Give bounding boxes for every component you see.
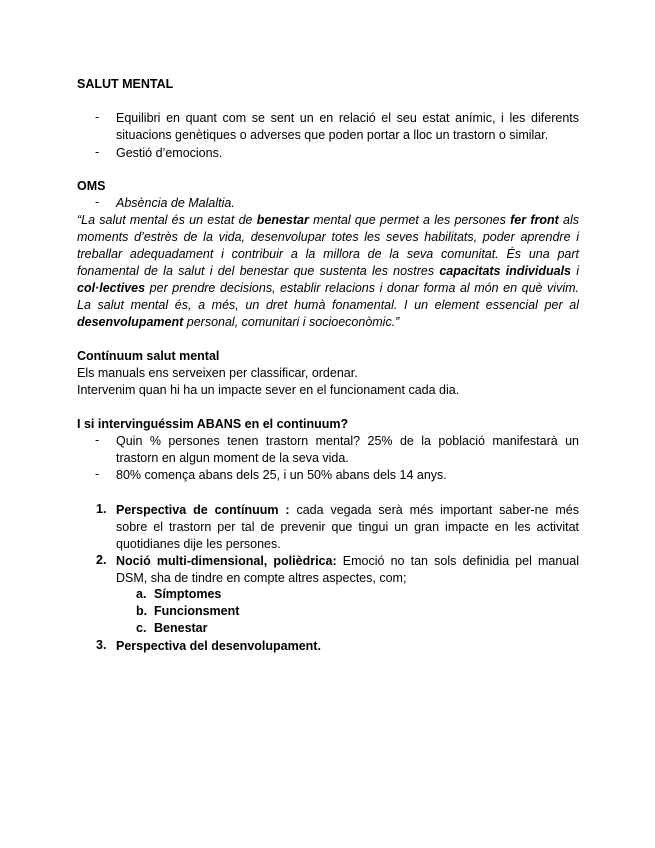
list-item: Gestió d’emocions.: [116, 146, 223, 160]
numbered-item: [116, 638, 579, 655]
heading-intervention: I si intervinguéssim ABANS en el continuum?: [77, 417, 349, 431]
bullet-dash: -: [95, 467, 100, 481]
list-item: 80% comença abans dels 25, i un 50% abans dels 14 anys.: [116, 468, 447, 482]
sublist-item: Símptomes: [154, 587, 222, 601]
quote-text: “La salut mental és un estat de: [77, 213, 257, 227]
sublist-item: Funcionsment: [154, 604, 240, 618]
bullet-dash: -: [95, 433, 100, 447]
quote-text: i: [571, 264, 579, 278]
bullet-dash: -: [95, 145, 100, 159]
numbered-item: [116, 553, 579, 587]
quote-bold: benestar: [256, 213, 309, 227]
list-number: 1.: [96, 502, 107, 516]
bullet-dash: -: [95, 110, 100, 124]
heading-salut-mental: SALUT MENTAL: [77, 77, 174, 91]
list-item: Equilibri en quant com se sent un en relació el seu estat anímic, i les diferents situacions genètiques o adverses que poden portar a lloc un trastorn o similar.: [116, 111, 579, 142]
list-item: Quin % persones tenen trastorn mental? 25% de la població manifestarà un trastorn en algun moment de la seva vida.: [116, 434, 579, 465]
quote-text: per prendre decisions, establir relacions i donar forma al món en què vivim. La salut mental és, a més, un dret humà fonamental. I un element essencial per al: [77, 281, 579, 312]
numbered-item-title: Perspectiva de contínuum :: [116, 503, 290, 517]
quote-bold: fer front: [510, 213, 559, 227]
quote-text: als moments d’estrès de la vida, desenvolupar totes les seves habilitats, poder aprendre i treballar adequadament i contribuir a la millora de la seva comunitat. És una part fonamental de la salut i del benestar que sustenta les nostres: [77, 213, 579, 278]
sublist-letter: a.: [136, 587, 147, 601]
bullet-dash: -: [95, 195, 100, 209]
quote-bold: col·lectives: [77, 281, 146, 295]
sublist-letter: c.: [136, 621, 147, 635]
oms-quote: [77, 212, 579, 331]
numbered-item-text: cada vegada serà més important saber-ne més sobre el trastorn per tal de prevenir que tingui un gran impacte en les activitat quotidianes dije les persones.: [116, 503, 579, 551]
quote-bold: capacitats individuals: [439, 264, 572, 278]
sublist-item: Benestar: [154, 621, 208, 635]
heading-continuum: Contínuum salut mental: [77, 349, 220, 363]
list-number: 3.: [96, 638, 107, 652]
paragraph-line: Intervenim quan hi ha un impacte sever en el funcionament cada dia.: [77, 383, 460, 397]
list-number: 2.: [96, 553, 107, 567]
numbered-item: [116, 502, 579, 553]
numbered-item-text: Emoció no tan sols definidia pel manual DSM, sha de tindre en compte altres aspectes, com;: [116, 554, 579, 585]
sublist-letter: b.: [136, 604, 148, 618]
paragraph-line: Els manuals ens serveixen per classificar, ordenar.: [77, 366, 358, 380]
heading-oms: OMS: [77, 179, 106, 193]
numbered-item-title: Perspectiva del desenvolupament.: [116, 639, 321, 653]
quote-text: personal, comunitari i socioeconòmic.”: [183, 315, 400, 329]
list-item: Absència de Malaltia.: [116, 196, 235, 210]
quote-bold: desenvolupament: [77, 315, 184, 329]
numbered-item-title: Noció multi-dimensional, polièdrica:: [116, 554, 337, 568]
quote-text: mental que permet a les persones: [308, 213, 511, 227]
